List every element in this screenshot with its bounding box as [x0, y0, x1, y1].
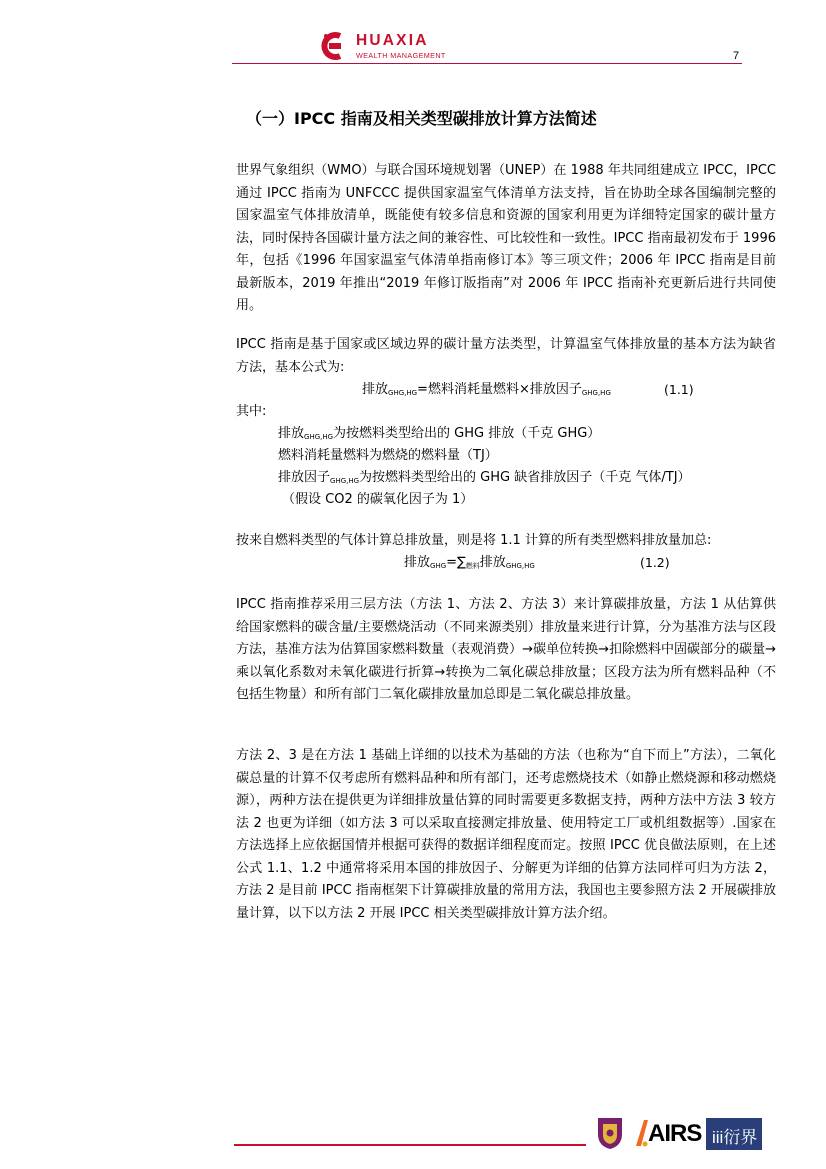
- paragraph-formula-intro: IPCC 指南是基于国家或区域边界的碳计量方法类型，计算温室气体排放量的基本方法为缺省方法，基本公式为:: [236, 337, 776, 375]
- formula-1-1: [362, 380, 611, 403]
- footer-divider: [234, 1144, 586, 1146]
- huaxia-emblem-icon: [318, 32, 352, 60]
- paragraph-three-tier-methods: IPCC 指南推荐采用三层方法（方法 1、方法 2、方法 3）来计算碳排放量，方法 1 从估算供给国家燃料的碳含量/主要燃烧活动（不同来源类别）排放量来进行计算，分为基准方法与区段方法，基准方法为估算国家燃料数量（表观消费）→碳单位转换→扣除燃料中固碳部分的碳量→乘以氧化系数对未氧化碳进行折算→转换为二氧化碳总排放量；区段方法为所有燃料品种（不包括生物量）和所有部门二氧化碳排放量加总即是二氧化碳总排放量。: [236, 597, 776, 702]
- airs-logo-text: AIRS: [648, 1120, 702, 1147]
- header-divider: [232, 63, 742, 64]
- formula-1-2-number: (1.2): [640, 555, 670, 570]
- airs-logo: [634, 1118, 702, 1150]
- definition-fuel-consumption: 燃料消耗量燃料为燃烧的燃料量（TJ）: [278, 448, 498, 463]
- formula-1-1-rhs: =燃料消耗量燃料×排放因子: [417, 382, 582, 397]
- huaxia-logo: [318, 30, 468, 64]
- formula-1-2-lhs-sub: GHG: [430, 562, 447, 570]
- section-title: （一）IPCC 指南及相关类型碳排放计算方法简述: [246, 109, 597, 128]
- formula-1-2-sum: =∑: [446, 555, 466, 570]
- definition-sub: GHG,HG: [304, 433, 334, 441]
- yanjie-logo-text: iii衍界: [712, 1128, 758, 1147]
- definition-text: 为按燃料类型给出的 GHG 排放（千克 GHG）: [333, 426, 601, 441]
- formula-1-1-rhs-sub: GHG,HG: [581, 389, 611, 397]
- paragraph-total-emission: 按来自燃料类型的气体计算总排放量，则是将 1.1 计算的所有类型燃料排放量加总:: [236, 533, 712, 548]
- yanjie-logo: [706, 1118, 762, 1150]
- formula-1-1-number: (1.1): [664, 382, 694, 397]
- brand-subtitle: WEALTH MANAGEMENT: [356, 51, 446, 60]
- definition-sub: GHG,HG: [330, 477, 360, 485]
- formula-1-1-lhs-sub: GHG,HG: [388, 389, 418, 397]
- formula-1-2: [404, 553, 535, 576]
- definition-text: 为按燃料类型给出的 GHG 缺省排放因子（千克 气体/TJ）: [359, 470, 691, 485]
- formula-1-2-rhs-sub: GHG,HG: [505, 562, 535, 570]
- definition-note: （假设 CO2 的碳氧化因子为 1）: [282, 492, 474, 507]
- definition-term: 排放因子: [278, 470, 331, 485]
- brand-name: HUAXIA: [356, 32, 429, 49]
- formula-1-2-sum-sub: 燃料: [465, 562, 480, 570]
- definition-emission: [278, 424, 600, 447]
- university-crest-icon: [596, 1116, 624, 1150]
- formula-1-2-lhs: 排放: [404, 555, 431, 570]
- formula-1-1-lhs: 排放: [362, 382, 389, 397]
- where-label: 其中:: [236, 404, 267, 419]
- definition-emission-factor: [278, 468, 691, 491]
- formula-1-2-rhs: 排放: [479, 555, 506, 570]
- page-number: 7: [733, 50, 740, 62]
- definition-term: 排放: [278, 426, 305, 441]
- paragraph-method-2-3: 方法 2、3 是在方法 1 基础上详细的以技术为基础的方法（也称为“自下而上”方法），二氧化碳总量的计算不仅考虑所有燃料品种和所有部门，还考虑燃烧技术（如静止燃烧源和移动燃烧源），两种方法在提供更为详细排放量估算的同时需要更多数据支持，两种方法中方法 3 较方法 2 也更为详细（如方法 3 可以采取直接测定排放量、使用特定工厂或机组数据等）.国家在方法选择上应依据国情并根据可获得的数据详细程度而定。按照 IPCC 优良做法原则，在上述公式 1.1、1.2 中通常将采用本国的排放因子、分解更为详细的估算方法同样可归为方法 2，方法 2 是目前 IPCC 指南框架下计算碳排放量的常用方法，我国也主要参照方法 2 开展碳排放量计算，以下以方法 2 开展 IPCC 相关类型碳排放计算方法介绍。: [236, 748, 776, 921]
- paragraph-ipcc-intro: 世界气象组织（WMO）与联合国环境规划署（UNEP）在 1988 年共同组建成立 IPCC，IPCC通过 IPCC 指南为 UNFCCC 提供国家温室气体清单方法支持，旨在协助全球各国编制完整的国家温室气体排放清单，既能使有较多信息和资源的国家利用更为详细特定国家的碳计量方法，同时保持各国碳计量方法之间的兼容性、可比较性和一致性。IPCC 指南最初发布于 1996 年，包括《1996 年国家温室气体清单指南修订本》等三项文件；2006 年 IPCC 指南是目前最新版本，2019 年推出“2019 年修订版指南”对 2006 年 IPCC 指南补充更新后进行共同使用。: [236, 163, 776, 313]
